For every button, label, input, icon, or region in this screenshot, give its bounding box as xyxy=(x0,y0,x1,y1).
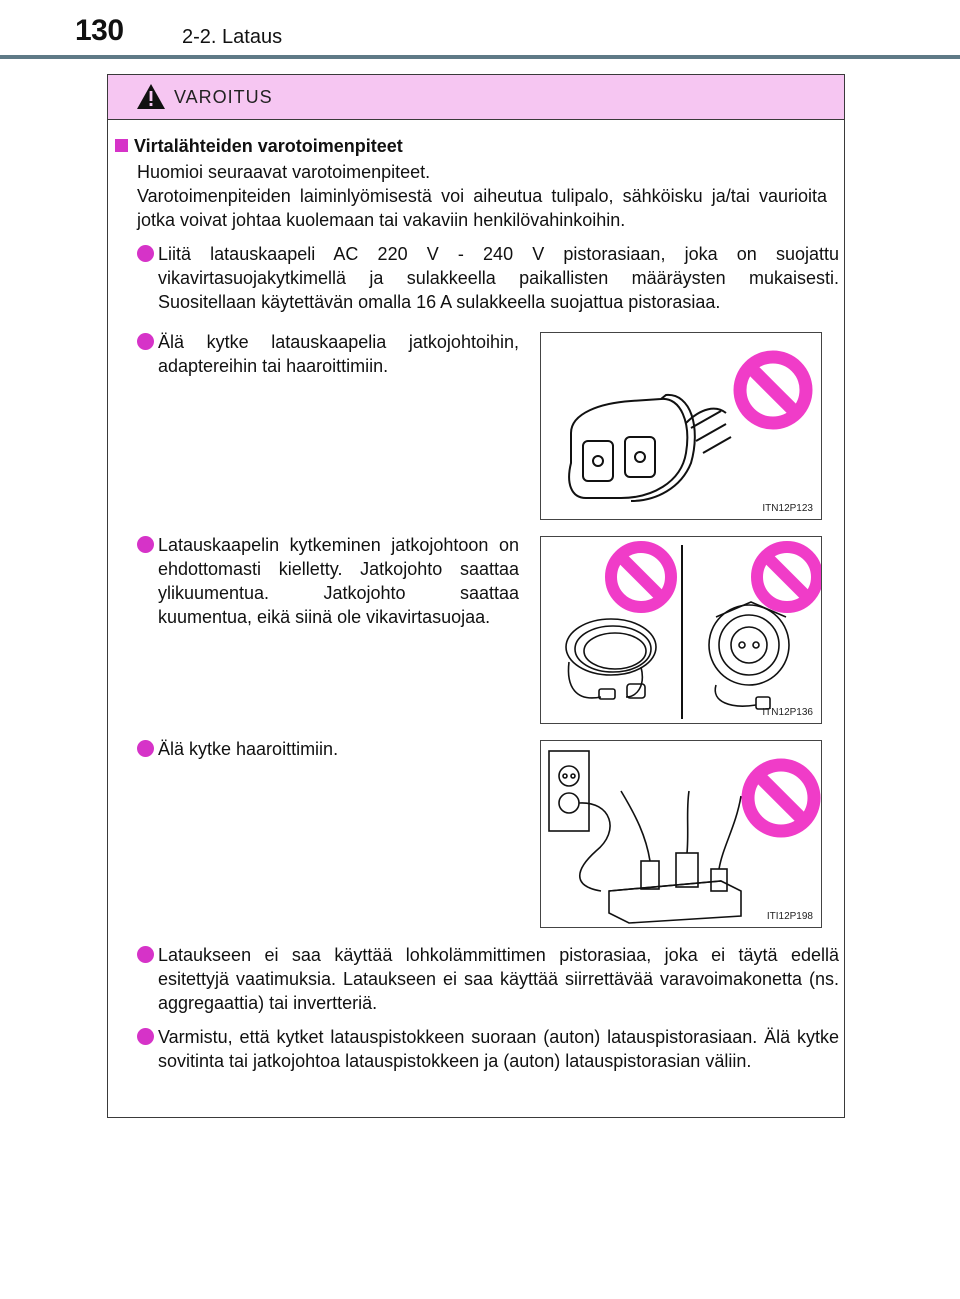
adapter-plug-illustration xyxy=(541,333,822,520)
bullet-item-6 xyxy=(137,1025,839,1073)
bullet-dot-icon xyxy=(137,333,154,350)
power-strip-illustration xyxy=(541,741,822,928)
figure-code: ITI12P198 xyxy=(766,911,813,922)
bullet-text: Älä kytke latauskaapelia jatkojohtoihin, adaptereihin tai haaroittimiin. xyxy=(158,332,519,376)
extension-cord-illustration xyxy=(541,537,822,724)
figure-extension-cord xyxy=(540,536,822,724)
section-title: 2-2. Lataus xyxy=(182,26,283,48)
intro-line-1: Huomioi seuraavat varotoimenpiteet. xyxy=(137,162,431,182)
bullet-text: Älä kytke haaroittimiin. xyxy=(158,739,339,759)
bullet-text: Varmistu, että kytket latauspistokkeen suoraan (auton) latauspistorasiaan. Älä kytke sovitinta tai jatkojohtoa latauspistokkeen ja (auton) latauspistorasian väliin. xyxy=(158,1027,839,1071)
header-rule xyxy=(0,55,960,59)
bullet-dot-icon xyxy=(137,946,154,963)
figure-adapter-plug xyxy=(540,332,822,520)
bullet-text: Lataukseen ei saa käyttää lohkolämmittimen pistorasiaa, joka ei täytä edellä esitettyjä vaatimuksia. Lataukseen ei saa käyttää siirrettävää varavoimakonetta (ns. aggregaattia) tai invertteriä. xyxy=(158,945,839,1013)
figure-code: ITN12P136 xyxy=(762,707,813,718)
section-heading xyxy=(115,134,403,158)
figure-code: ITN12P123 xyxy=(762,503,813,514)
prohibition-sign xyxy=(748,765,814,831)
bullet-dot-icon xyxy=(137,536,154,553)
bullet-item-1 xyxy=(137,242,839,314)
bullet-text: Latauskaapelin kytkeminen jatkojohtoon on ehdottomasti kielletty. Jatkojohto saattaa ylikuumentua. Jatkojohto saattaa kuumentua, eikä siinä ole vikavirtasuojaa. xyxy=(158,535,519,627)
page-number: 130 xyxy=(75,14,124,47)
bullet-dot-icon xyxy=(137,245,154,262)
bullet-item-5 xyxy=(137,943,839,1015)
bullet-text: Liitä latauskaapeli AC 220 V - 240 V pistorasiaan, joka on suojattu vikavirtasuojakytkimellä ja sulakkeella paikallisten määräysten mukaisesti. Suositellaan käytettävän omalla 16 A sulakkeella suojattua pistorasiaa. xyxy=(158,244,839,312)
warning-triangle-icon xyxy=(136,83,166,110)
warning-title: VAROITUS xyxy=(174,87,273,107)
bullet-item-3 xyxy=(137,533,519,629)
bullet-dot-icon xyxy=(137,740,154,757)
warning-header xyxy=(108,75,844,120)
prohibition-sign xyxy=(611,547,817,607)
bullet-item-4 xyxy=(137,737,519,761)
prohibition-sign xyxy=(740,357,806,423)
bullet-item-2 xyxy=(137,330,519,378)
square-bullet-icon xyxy=(115,139,128,152)
heading-text: Virtalähteiden varotoimenpiteet xyxy=(134,136,403,156)
page-header xyxy=(0,0,960,62)
bullet-dot-icon xyxy=(137,1028,154,1045)
intro-line-2: Varotoimenpiteiden laiminlyömisestä voi aiheutua tulipalo, sähköisku ja/tai vaurioita jotka voivat johtaa kuolemaan tai vakaviin henkilövahinkoihin. xyxy=(137,186,827,230)
figure-power-strip xyxy=(540,740,822,928)
